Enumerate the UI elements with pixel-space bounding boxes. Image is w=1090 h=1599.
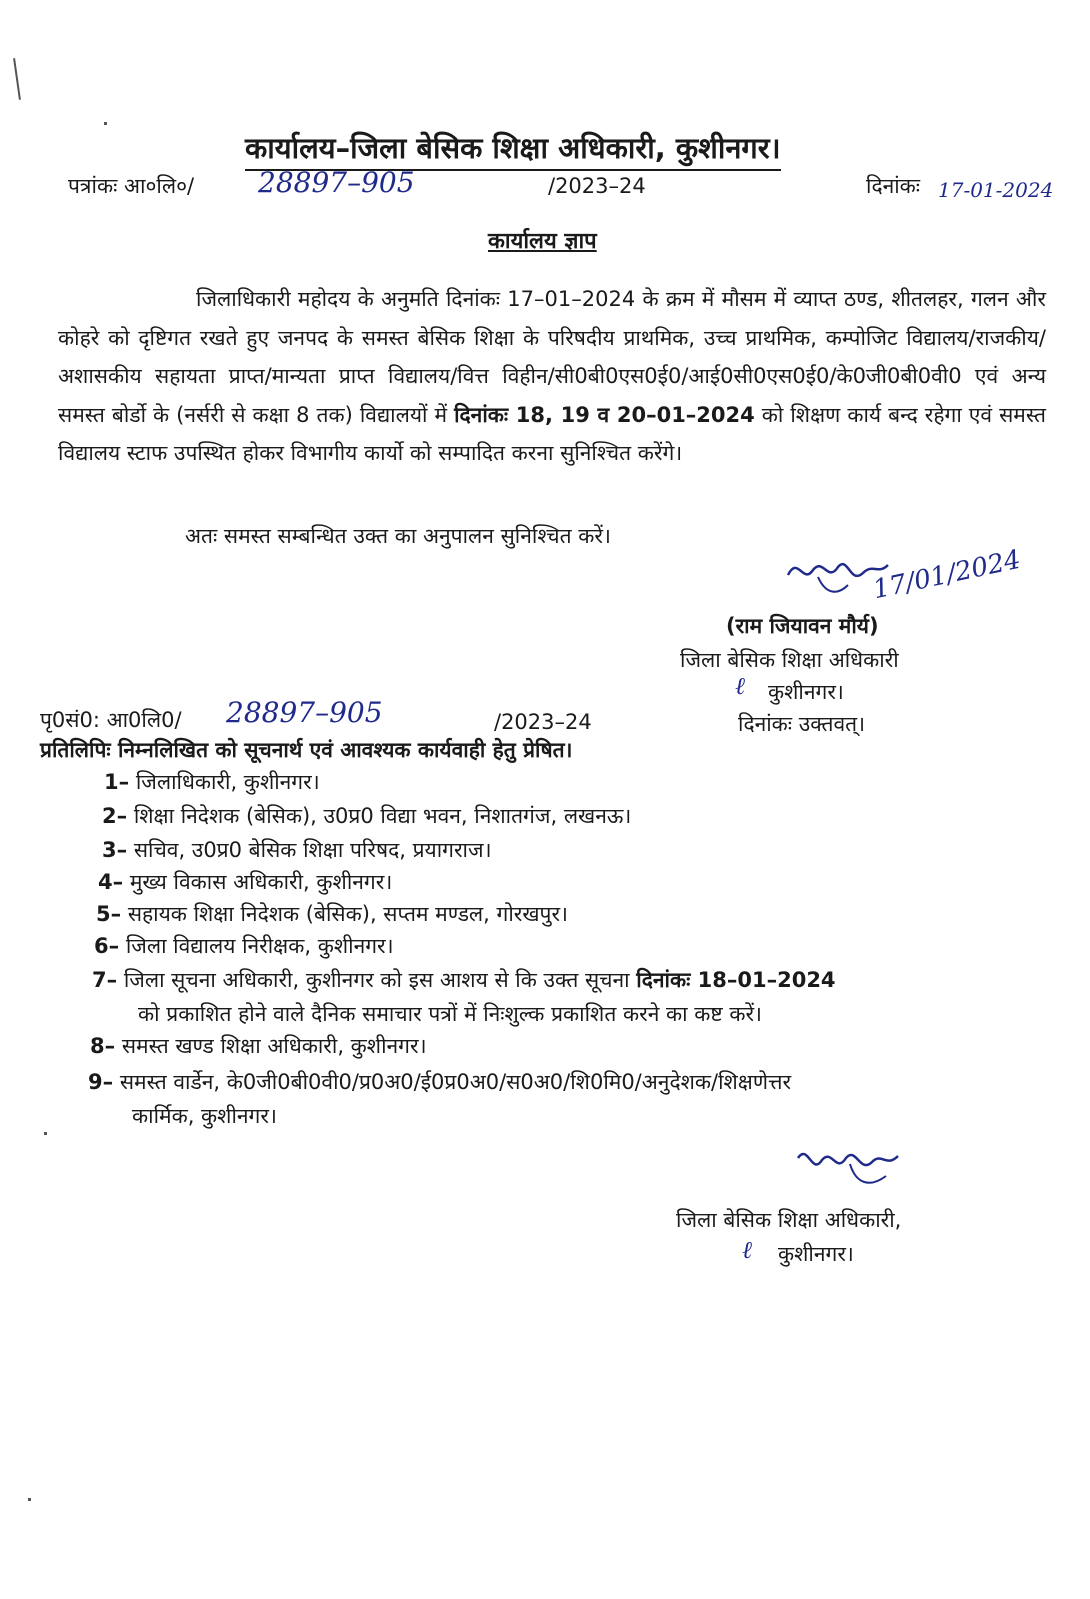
officer-name: (राम जियावन मौर्य) (726, 614, 879, 638)
item-text: जिला सूचना अधिकारी, कुशीनगर को इस आशय से कि उक्त सूचना (123, 968, 630, 992)
item-number: 7– (92, 968, 118, 992)
copy-heading: प्रतिलिपिः निम्नलिखित को सूचनार्थ एवं आवश्यक कार्यवाही हेतु प्रेषित। (40, 738, 573, 762)
memo-body (58, 280, 1046, 473)
list-item (98, 868, 392, 896)
officer-designation: जिला बेसिक शिक्षा अधिकारी (680, 648, 899, 672)
list-item (88, 1068, 791, 1096)
list-item (92, 966, 836, 994)
date-handwritten: 17-01-2024 (938, 178, 1054, 202)
signature-date-handwritten: 17/01/2024 (870, 544, 1024, 606)
officer-place-2: कुशीनगर। (778, 1242, 854, 1266)
list-item (102, 802, 631, 830)
scan-mark (13, 58, 21, 100)
body-text-2: को शिक्षण कार्य बन्द रहेगा एवं समस्त विद्यालय स्टाफ उपस्थित होकर विभागीय कार्यो को सम्पादित करना सुनिश्चित करेंगे। (58, 402, 1046, 465)
item-text: समस्त वार्डेन, के0जी0बी0वी0/प्र0अ0/ई0प्र0अ0/स0अ0/शि0मि0/अनुदेशक/शिक्षणेत्तर (119, 1070, 792, 1094)
compliance-line: अतः समस्त सम्बन्धित उक्त का अनुपालन सुनिश्चित करें। (185, 524, 611, 548)
initial-mark-2: ℓ (742, 1236, 752, 1264)
officer-signature-2 (790, 1138, 910, 1198)
list-item (96, 900, 568, 928)
body-text-1: जिलाधिकारी महोदय के अनुमति दिनांकः 17–01–2024 के क्रम में मौसम में व्याप्त ठण्ड, शीतलहर, गलन और कोहरे को दृष्टिगत रखते हुए जनपद के समस्त बेसिक शिक्षा के परिषदीय प्राथमिक, उच्च प्राथमिक, कम्पोजिट विद्यालय/राजकीय/अशासकीय सहायता प्राप्त/मान्यता प्राप्त विद्यालय/वित्त विहीन/सी0बी0एस0ई0/आई0सी0एस0ई0/के0जी0बी0वी0 एवं अन्य समस्त बोर्डो के (नर्सरी से कक्षा 8 तक) विद्यालयों में (58, 287, 1046, 427)
item-number: 8– (90, 1034, 116, 1058)
list-item-continuation: को प्रकाशित होने वाले दैनिक समाचार पत्रों में निःशुल्क प्रकाशित करने का कष्ट करें। (138, 1002, 763, 1026)
officer-designation-2: जिला बेसिक शिक्षा अधिकारी, (676, 1208, 902, 1232)
item-number: 5– (96, 902, 122, 926)
list-item (104, 768, 320, 796)
copy-ref-number-handwritten: 28897–905 (226, 696, 383, 729)
item-number: 9– (88, 1070, 114, 1094)
item-text: शिक्षा निदेशक (बेसिक), उ0प्र0 विद्या भवन, निशातगंज, लखनऊ। (133, 804, 632, 828)
item-text: जिलाधिकारी, कुशीनगर। (135, 770, 320, 794)
body-closure-dates: दिनांकः 18, 19 व 20–01–2024 (454, 402, 755, 427)
item-text: समस्त खण्ड शिक्षा अधिकारी, कुशीनगर। (121, 1034, 427, 1058)
copy-year: /2023–24 (494, 710, 592, 734)
item-text: सहायक शिक्षा निदेशक (बेसिक), सप्तम मण्डल, गोरखपुर। (127, 902, 569, 926)
item-number: 6– (94, 934, 120, 958)
item-number: 1– (104, 770, 130, 794)
memo-heading: कार्यालय ज्ञाप (488, 229, 597, 254)
ref-year: /2023–24 (548, 174, 646, 198)
date-line: दिनांकः उक्तवत्। (738, 712, 866, 736)
list-item (94, 932, 394, 960)
item-number: 3– (102, 838, 128, 862)
item-number: 2– (102, 804, 128, 828)
date-label: दिनांकः (866, 174, 921, 198)
publication-date: दिनांकः 18–01–2024 (636, 968, 836, 992)
ref-label: पत्रांकः आ०लि०/ (68, 174, 195, 198)
list-item (90, 1032, 427, 1060)
initial-mark: ℓ (735, 672, 745, 700)
list-item-continuation: कार्मिक, कुशीनगर। (132, 1104, 277, 1128)
copy-ref-label: पृ0सं0: आ0लि0/ (40, 708, 182, 732)
item-number: 4– (98, 870, 124, 894)
office-title: कार्यालय–जिला बेसिक शिक्षा अधिकारी, कुशीनगर। (245, 128, 781, 171)
scan-mark (44, 1132, 47, 1135)
ref-number-handwritten: 28897–905 (258, 166, 415, 199)
item-text: सचिव, उ0प्र0 बेसिक शिक्षा परिषद, प्रयागराज। (133, 838, 492, 862)
item-text: मुख्य विकास अधिकारी, कुशीनगर। (129, 870, 393, 894)
officer-place: कुशीनगर। (768, 680, 844, 704)
item-text: जिला विद्यालय निरीक्षक, कुशीनगर। (125, 934, 394, 958)
scan-mark (104, 122, 107, 125)
list-item (102, 836, 492, 864)
scan-mark (28, 1498, 31, 1501)
